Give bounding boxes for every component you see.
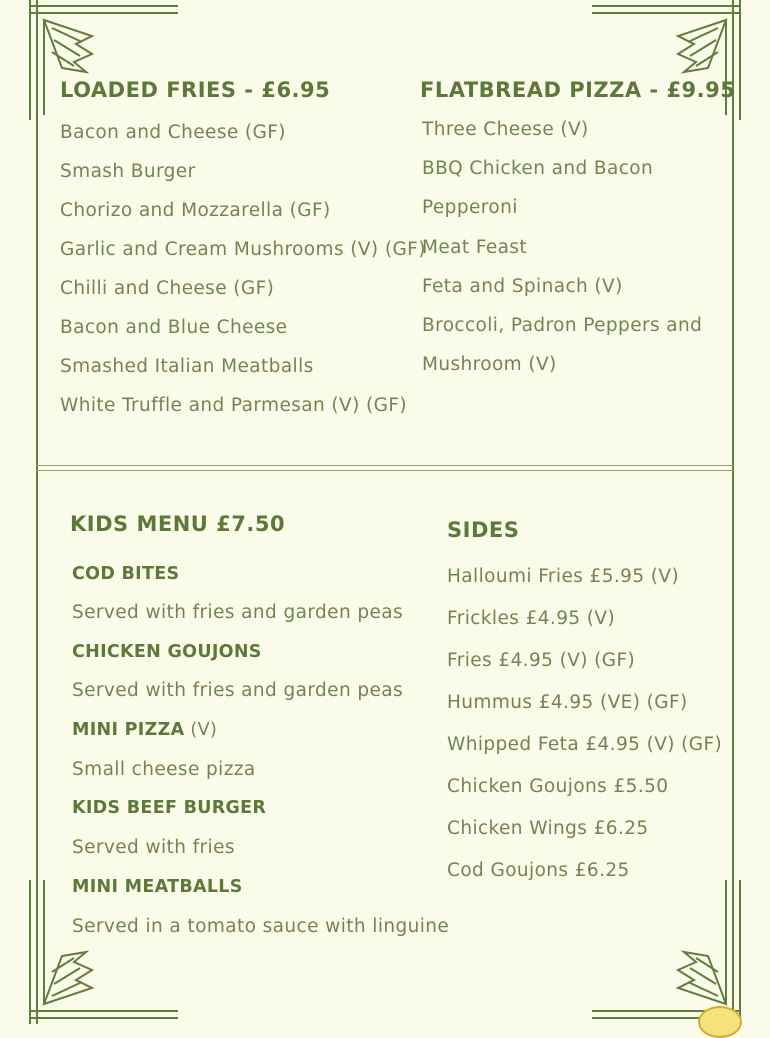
loaded-fries-item: Smash Burger (60, 161, 196, 182)
kids-item-description: Small cheese pizza (72, 759, 256, 780)
sides-item: Chicken Wings £6.25 (447, 818, 649, 839)
flatbread-pizza-item: Pepperoni (422, 197, 518, 218)
loaded-fries-item: Garlic and Cream Mushrooms (V) (GF) (60, 239, 426, 260)
kids-item-name: COD BITES (72, 564, 180, 584)
sides-item: Whipped Feta £4.95 (V) (GF) (447, 734, 723, 755)
kids-item-name: KIDS BEEF BURGER (72, 798, 267, 818)
logo-badge-icon (698, 1006, 742, 1038)
kids-item-description: Served with fries and garden peas (72, 602, 404, 623)
flatbread-pizza-item: Feta and Spinach (V) (422, 276, 623, 297)
kids-item-description: Served in a tomato sauce with linguine (72, 916, 450, 937)
sides-item: Cod Goujons £6.25 (447, 860, 630, 881)
kids-item-name: CHICKEN GOUJONS (72, 642, 262, 662)
kids-menu-title: KIDS MENU £7.50 (70, 512, 286, 536)
kids-item-description: Served with fries (72, 837, 235, 858)
flatbread-pizza-item: Mushroom (V) (422, 354, 557, 375)
flatbread-pizza-item: Broccoli, Padron Peppers and (422, 315, 703, 336)
loaded-fries-item: Bacon and Cheese (GF) (60, 122, 286, 143)
kids-item-description: Served with fries and garden peas (72, 680, 404, 701)
loaded-fries-item: Bacon and Blue Cheese (60, 317, 288, 338)
flatbread-pizza-item: Meat Feast (422, 237, 528, 258)
flatbread-pizza-item: BBQ Chicken and Bacon (422, 158, 654, 179)
loaded-fries-item: Chilli and Cheese (GF) (60, 278, 275, 299)
loaded-fries-item: White Truffle and Parmesan (V) (GF) (60, 395, 408, 416)
sides-item: Hummus £4.95 (VE) (GF) (447, 692, 688, 713)
kids-item-name: MINI PIZZA (V) (72, 720, 218, 740)
sides-title: SIDES (447, 518, 520, 542)
sides-item: Halloumi Fries £5.95 (V) (447, 566, 680, 587)
sides-item: Chicken Goujons £5.50 (447, 776, 669, 797)
flatbread-pizza-item: Three Cheese (V) (422, 119, 589, 140)
section-divider (36, 465, 734, 471)
kids-item-name: MINI MEATBALLS (72, 877, 243, 897)
sides-item: Fries £4.95 (V) (GF) (447, 650, 636, 671)
sides-item: Frickles £4.95 (V) (447, 608, 616, 629)
loaded-fries-item: Chorizo and Mozzarella (GF) (60, 200, 331, 221)
flatbread-pizza-title: FLATBREAD PIZZA - £9.95 (420, 78, 736, 102)
loaded-fries-item: Smashed Italian Meatballs (60, 356, 314, 377)
loaded-fries-title: LOADED FRIES - £6.95 (60, 78, 331, 102)
